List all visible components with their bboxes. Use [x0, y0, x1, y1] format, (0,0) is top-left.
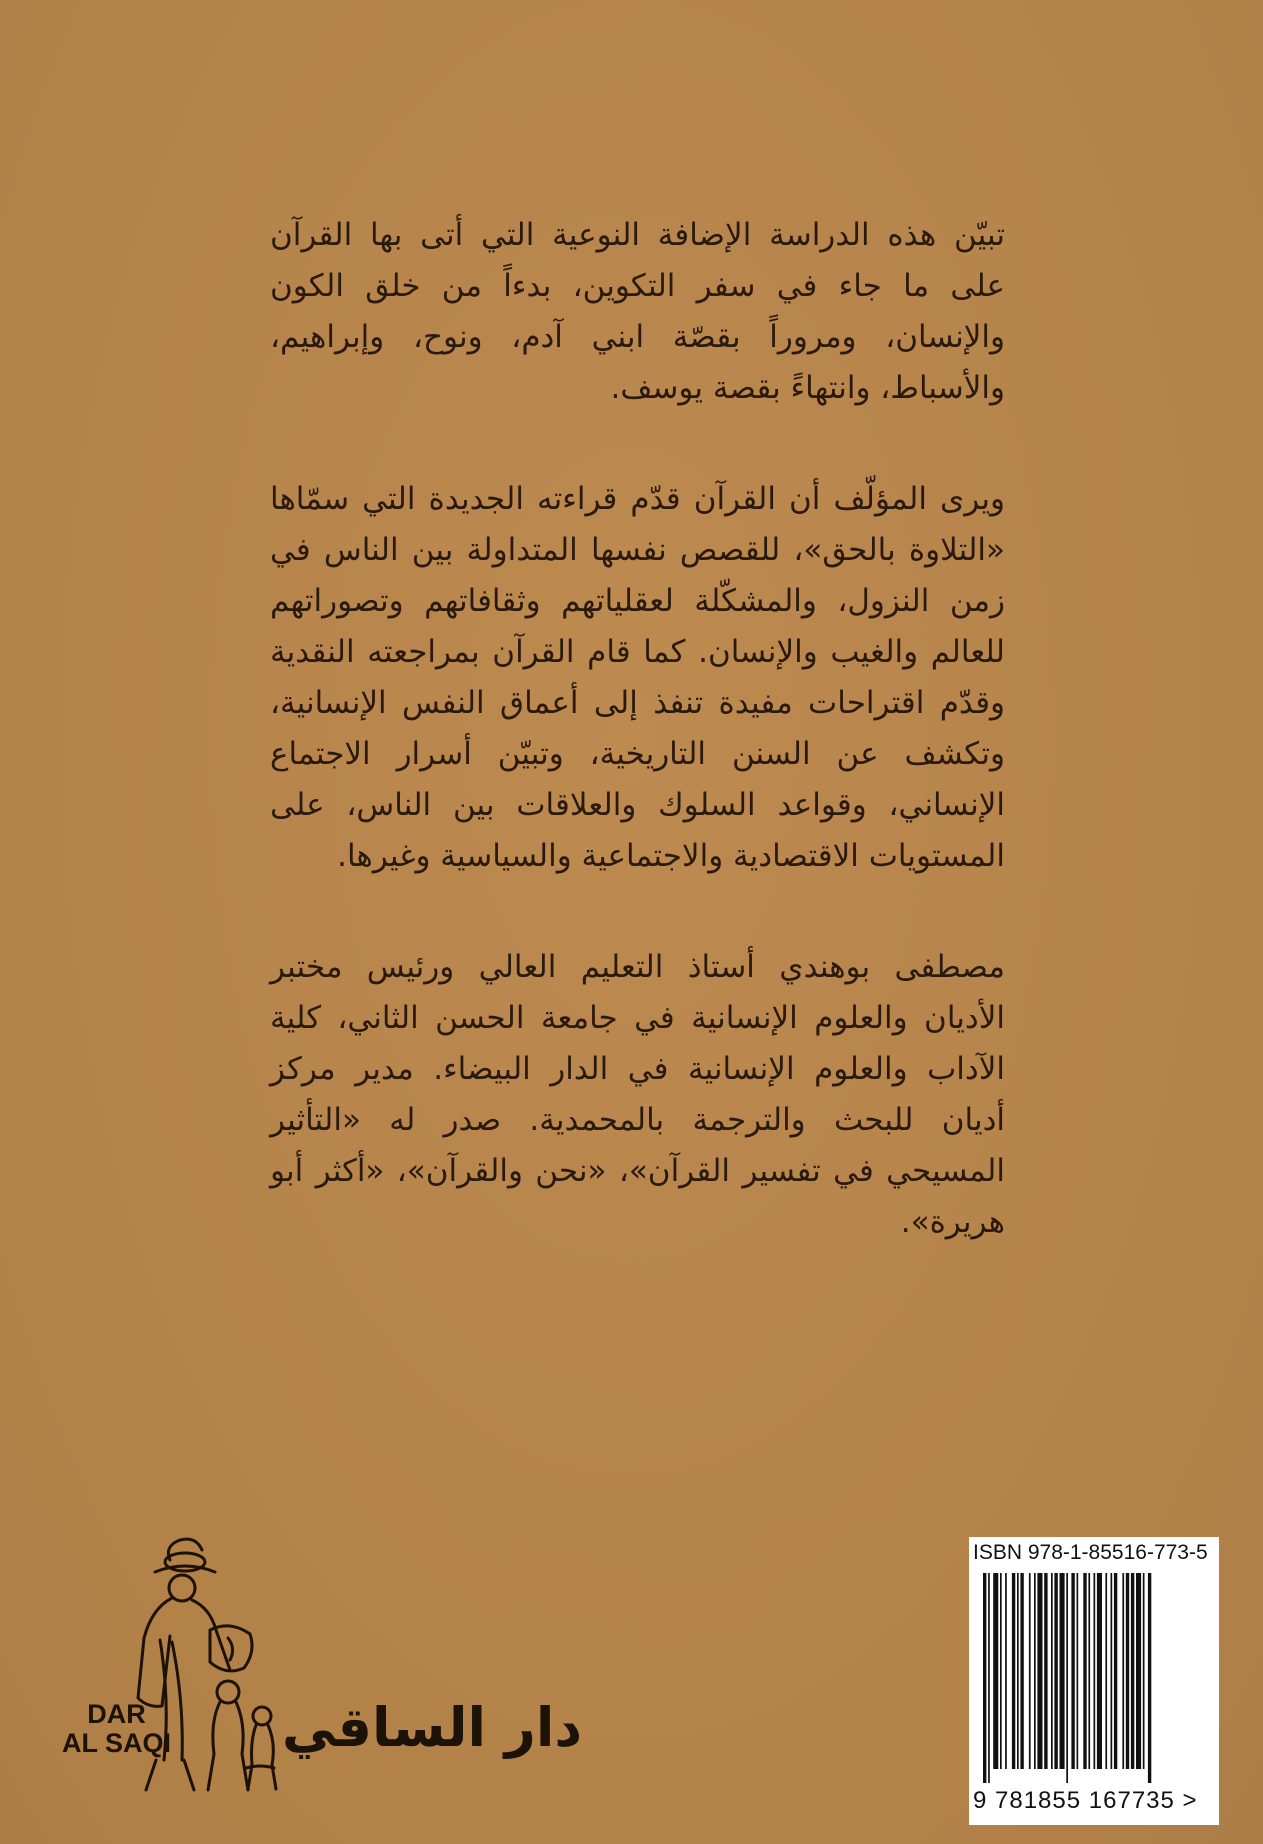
- barcode-bar: [1131, 1573, 1134, 1769]
- barcode-bar: [1094, 1573, 1096, 1769]
- barcode-bar: [1114, 1573, 1117, 1769]
- isbn-label: ISBN 978-1-85516-773-5: [973, 1541, 1208, 1564]
- barcode-bar: [1126, 1573, 1129, 1769]
- barcode-bar: [983, 1573, 986, 1783]
- barcode-bar: [1017, 1573, 1019, 1769]
- publisher-logo-illustration: [60, 1520, 480, 1820]
- publisher-name-latin: [62, 1700, 171, 1758]
- barcode-bar: [1037, 1573, 1042, 1769]
- barcode-bar: [1136, 1573, 1141, 1769]
- barcode-bars: [983, 1573, 1205, 1783]
- publisher-name-arabic: دار الساقي: [282, 1696, 583, 1759]
- barcode-bar: [1034, 1573, 1036, 1769]
- barcode-bar: [1111, 1573, 1113, 1769]
- barcode-bar: [1012, 1573, 1015, 1769]
- isbn-barcode: [969, 1537, 1219, 1825]
- publisher-name-line1: DAR: [87, 1699, 146, 1729]
- author-bio: مصطفى بوهندي أستاذ التعليم العالي ورئيس مختبر الأديان والعلوم الإنسانية في جامعة الحسن الثاني، كلية الآداب والعلوم الإنسانية في الدار البيضاء. مدير مركز أديان للبحث والترجمة بالمحمدية. صدر له «التأثير المسيحي في تفسير القرآن»، «نحن والقرآن»، «أكثر أبو هريرة».: [270, 949, 1005, 1240]
- barcode-bar: [1005, 1573, 1007, 1769]
- barcode-bar: [1083, 1573, 1086, 1769]
- barcode-bar: [1105, 1573, 1107, 1769]
- barcode-bar: [1066, 1573, 1068, 1783]
- back-cover-blurb: [270, 210, 1005, 1308]
- barcode-bar: [1054, 1573, 1057, 1769]
- barcode-digits: 9 781855 167735 >: [973, 1787, 1198, 1814]
- publisher-name-line2: AL SAQI: [62, 1728, 172, 1758]
- blurb-paragraph-argument: ويرى المؤلّف أن القرآن قدّم قراءته الجديدة التي سمّاها «التلاوة بالحق»، للقصص نفسها المتداولة بين الناس في زمن النزول، والمشكّلة لعقلياتهم وثقافاتهم وتصوراتهم للعالم والغيب والإنسان. كما قام القرآن بمراجعته النقدية وقدّم اقتراحات مفيدة تنفذ إلى أعماق النفس الإنسانية، وتكشف عن السنن التاريخية، وتبيّن أسرار الاجتماع الإنساني، وقواعد السلوك والعلاقات بين الناس، على المستويات الاقتصادية والاجتماعية والسياسية وغيرها.: [270, 481, 1005, 874]
- barcode-bar: [1020, 1573, 1023, 1769]
- barcode-bar: [1122, 1573, 1124, 1769]
- barcode-bar: [1044, 1573, 1047, 1769]
- barcode-bar: [1077, 1573, 1079, 1769]
- barcode-bar: [1097, 1573, 1102, 1769]
- barcode-bar: [1000, 1573, 1002, 1769]
- barcode-bar: [1029, 1573, 1031, 1769]
- barcode-bar: [1060, 1573, 1065, 1769]
- barcode-bar: [1143, 1573, 1145, 1769]
- barcode-bar: [988, 1573, 990, 1783]
- blurb-paragraph-summary: تبيّن هذه الدراسة الإضافة النوعية التي أتى بها القرآن على ما جاء في سفر التكوين، بدءاً من خلق الكون والإنسان، ومروراً بقصّة ابني آدم، ونوح، وإبراهيم، والأسباط، وانتهاءً بقصة يوسف.: [270, 217, 1005, 406]
- barcode-bar: [1051, 1573, 1053, 1769]
- barcode-bar: [993, 1573, 998, 1769]
- barcode-bar: [1088, 1573, 1090, 1769]
- barcode-bar: [1148, 1573, 1151, 1783]
- barcode-bar: [1071, 1573, 1074, 1769]
